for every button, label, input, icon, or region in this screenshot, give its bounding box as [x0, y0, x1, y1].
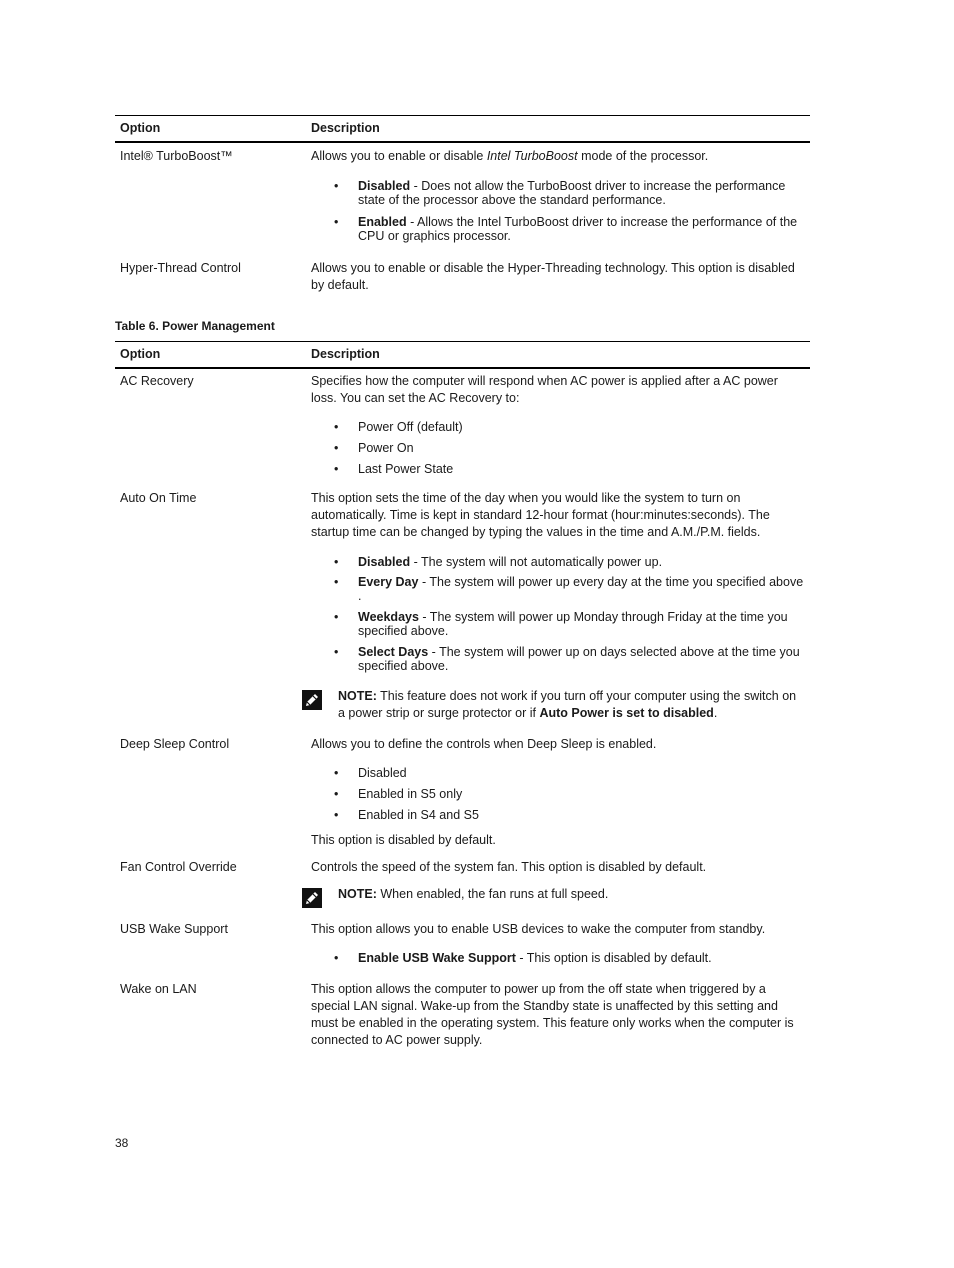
- option-ac-recovery: AC Recovery: [120, 374, 194, 388]
- deep-sleep-list: [311, 766, 805, 822]
- list-item: • Power On: [358, 441, 805, 455]
- fan-control-description: Controls the speed of the system fan. This option is disabled by default.: [311, 860, 707, 874]
- auto-on-time-description: This option sets the time of the day when you would like the system to turn on automatically. Time is kept in standard 12-hour format (hour:minutes:seconds). The startup time can be changed by typing the values in the time and A.M./P.M. fields.: [311, 491, 770, 539]
- table-header: [115, 115, 810, 143]
- ac-recovery-description: Specifies how the computer will respond when AC power is applied after a AC power loss. You can set the AC Recovery to:: [311, 374, 778, 405]
- deep-sleep-default: This option is disabled by default.: [311, 833, 496, 847]
- table-row: [115, 736, 810, 849]
- table-caption: Table 6. Power Management: [115, 319, 275, 333]
- option-auto-on-time: Auto On Time: [120, 491, 197, 505]
- table-row: [115, 373, 810, 476]
- option-wake-on-lan: Wake on LAN: [120, 982, 197, 996]
- list-item: • Disabled - Does not allow the TurboBoost driver to increase the performance state of the processor above the standard performance.: [358, 179, 805, 207]
- page-number: 38: [115, 1136, 129, 1150]
- option-usb-wake-support: USB Wake Support: [120, 922, 228, 936]
- turboboost-description: [311, 148, 805, 243]
- auto-on-time-list: [311, 555, 805, 673]
- list-item: • Enable USB Wake Support - This option is disabled by default.: [358, 951, 805, 965]
- list-item: • Enabled - Allows the Intel TurboBoost driver to increase the performance of the CPU or graphics processor.: [358, 215, 805, 243]
- fan-control-note: NOTE: When enabled, the fan runs at full speed.: [311, 886, 805, 903]
- option-turboboost: Intel® TurboBoost™: [120, 149, 233, 163]
- table-header: [115, 341, 810, 369]
- table-row: [115, 859, 810, 903]
- header-option: Option: [120, 121, 161, 135]
- table-row: [115, 260, 810, 294]
- list-item: • Disabled - The system will not automatically power up.: [358, 555, 805, 569]
- turboboost-list: [311, 179, 805, 243]
- list-item: • Disabled: [358, 766, 805, 780]
- header-option: Option: [120, 347, 161, 361]
- list-item: • Power Off (default): [358, 420, 805, 434]
- header-description: Description: [311, 347, 380, 361]
- list-item: • Select Days - The system will power up on days selected above at the time you specified above.: [358, 645, 805, 673]
- hyper-thread-description: Allows you to enable or disable the Hyper-Threading technology. This option is disabled by default.: [311, 261, 795, 292]
- list-item: • Enabled in S4 and S5: [358, 808, 805, 822]
- header-description: Description: [311, 121, 380, 135]
- processor-table: [115, 115, 810, 294]
- list-item: • Every Day - The system will power up every day at the time you specified above .: [358, 575, 805, 603]
- list-item: • Enabled in S5 only: [358, 787, 805, 801]
- usb-wake-description: This option allows you to enable USB devices to wake the computer from standby.: [311, 922, 766, 936]
- table-row: [115, 490, 810, 722]
- wake-on-lan-description: This option allows the computer to power up from the off state when triggered by a special LAN signal. Wake-up from the Standby state is unaffected by this setting and must be enabled in the operating system. This feature only works when the computer is connected to AC power supply.: [311, 982, 794, 1047]
- option-deep-sleep-control: Deep Sleep Control: [120, 737, 230, 751]
- option-hyper-thread: Hyper-Thread Control: [120, 261, 241, 275]
- ac-recovery-list: [311, 420, 805, 476]
- list-item: • Weekdays - The system will power up Monday through Friday at the time you specified above.: [358, 610, 805, 638]
- list-item: • Last Power State: [358, 462, 805, 476]
- table-row: [115, 981, 810, 1049]
- power-management-table: [115, 341, 810, 1049]
- pencil-note-icon: [302, 690, 322, 710]
- pencil-note-icon: [302, 888, 322, 908]
- deep-sleep-description: Allows you to define the controls when Deep Sleep is enabled.: [311, 737, 657, 751]
- table-row: [115, 921, 810, 965]
- option-fan-control-override: Fan Control Override: [120, 860, 237, 874]
- turboboost-text: Allows you to enable or disable Intel TurboBoost mode of the processor.: [311, 149, 709, 163]
- table-row: [115, 148, 810, 243]
- usb-wake-list: [311, 951, 805, 965]
- auto-on-time-note: NOTE: This feature does not work if you turn off your computer using the switch on a power strip or surge protector or if Auto Power is set to disabled.: [311, 688, 805, 722]
